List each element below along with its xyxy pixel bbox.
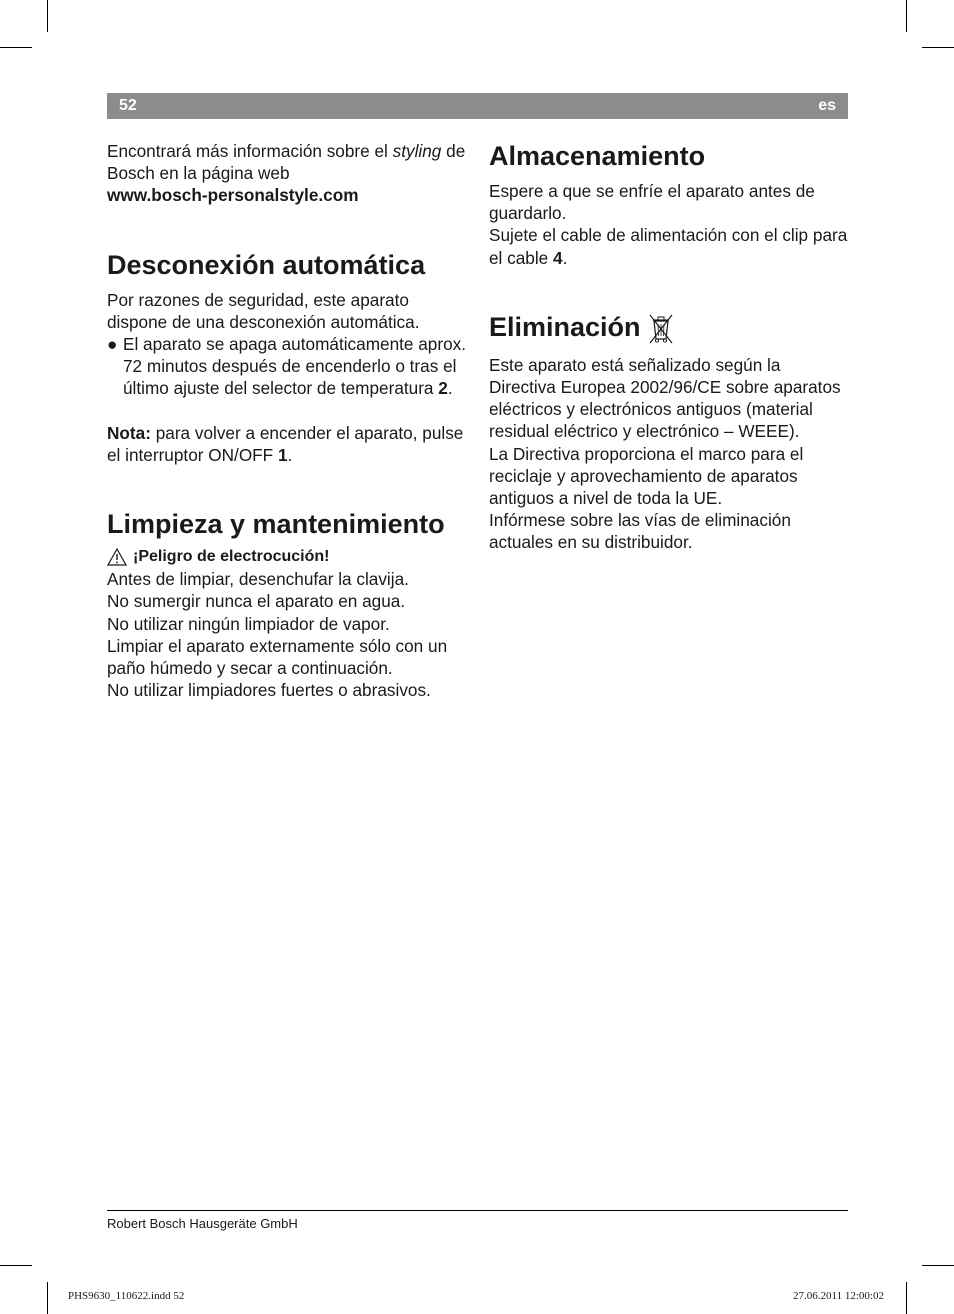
website-url: www.bosch-personalstyle.com <box>107 185 359 206</box>
footer-company: Robert Bosch Hausgeräte GmbH <box>107 1216 298 1231</box>
warning-line: ¡Peligro de electrocución! <box>107 546 469 568</box>
footer-rule <box>107 1210 848 1211</box>
intro-paragraph: Encontrará más información sobre el styling de Bosch en la página web <box>107 141 466 184</box>
crop-mark <box>922 47 954 48</box>
auto-off-bullet: ● El aparato se apaga automáticamente aprox. 72 minutos después de encenderlo o tras el último ajuste del selector de temperatura 2. <box>107 334 467 399</box>
disposal-paragraph: Infórmese sobre las vías de eliminación actuales en su distribuidor. <box>489 510 791 553</box>
crop-mark <box>0 1265 32 1266</box>
crossed-bin-icon <box>647 312 675 346</box>
crop-mark <box>906 0 907 32</box>
heading-storage: Almacenamiento <box>489 141 706 171</box>
cleaning-line: No utilizar limpiadores fuertes o abrasivos. <box>107 680 431 701</box>
crop-mark <box>0 47 32 48</box>
bullet-dot-icon: ● <box>107 334 118 355</box>
cleaning-line: Limpiar el aparato externamente sólo con un paño húmedo y secar a continuación. <box>107 635 448 679</box>
language-code: es <box>818 97 836 114</box>
slug-date: 27.06.2011 12:00:02 <box>793 1290 884 1302</box>
disposal-paragraph: Este aparato está señalizado según la Directiva Europea 2002/96/CE sobre aparatos eléctricos y electrónicos antiguos (material residual eléctrico y electrónico – WEEE). <box>489 354 841 442</box>
storage-line: Espere a que se enfríe el aparato antes de guardarlo. <box>489 181 815 224</box>
disposal-paragraph: La Directiva proporciona el marco para el reciclaje y aprovechamiento de aparatos antiguos a nivel de toda la UE. <box>489 443 804 508</box>
cleaning-line: No sumergir nunca el aparato en agua. <box>107 591 406 612</box>
warning-triangle-icon <box>107 548 127 566</box>
heading-cleaning: Limpieza y mantenimiento <box>107 509 445 540</box>
storage-line: Sujete el cable de alimentación con el clip para el cable 4. <box>489 225 848 268</box>
cleaning-line: Antes de limpiar, desenchufar la clavija. <box>107 569 409 590</box>
auto-off-body: Por razones de seguridad, este aparato dispone de una desconexión automática. <box>107 289 420 332</box>
crop-mark <box>922 1265 954 1266</box>
page-number: 52 <box>119 97 137 114</box>
intro-italic: styling <box>392 141 442 161</box>
right-column <box>489 140 851 554</box>
left-column <box>107 140 469 701</box>
crop-mark <box>906 1282 907 1314</box>
page-header-bar <box>107 93 848 119</box>
auto-off-note: Nota: para volver a encender el aparato, pulse el interruptor ON/OFF 1. <box>107 422 464 465</box>
heading-auto-off: Desconexión automática <box>107 249 426 280</box>
slug-file: PHS9630_110622.indd 52 <box>68 1290 185 1302</box>
cleaning-line: No utilizar ningún limpiador de vapor. <box>107 613 390 634</box>
crop-mark <box>47 0 48 32</box>
heading-disposal: Eliminación <box>489 311 851 346</box>
crop-mark <box>47 1282 48 1314</box>
